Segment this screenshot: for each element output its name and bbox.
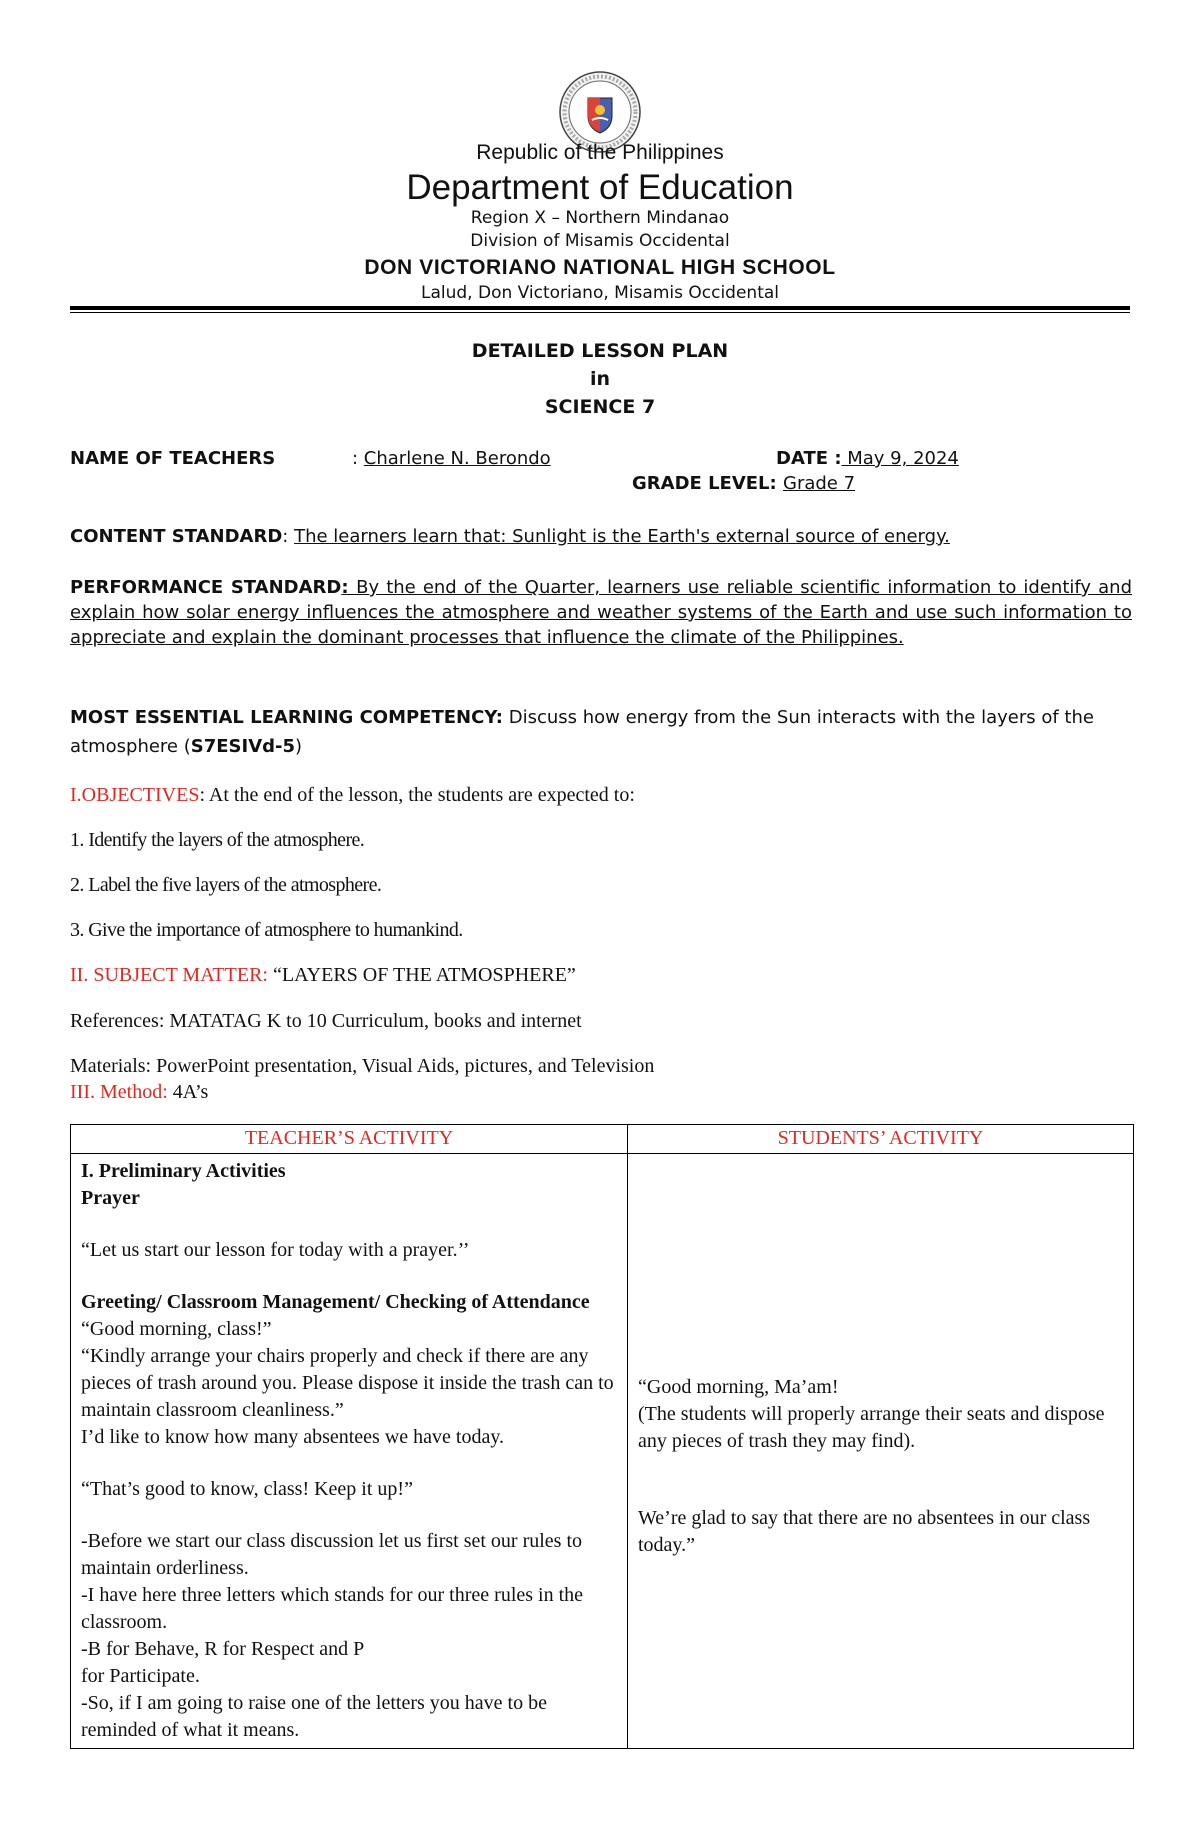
melc-code: S7ESIVd-5 <box>190 736 296 757</box>
rules-line: -I have here three letters which stands for our three rules in the classroom. <box>81 1584 584 1633</box>
teachers-value: Charlene N. Berondo <box>363 448 551 469</box>
objectives-colon: : <box>199 784 209 806</box>
rules-line: -Before we start our class discussion let us first set our rules to maintain orderliness. <box>81 1530 583 1579</box>
lesson-plan-subject: SCIENCE 7 <box>544 396 656 418</box>
date-label: DATE : <box>776 448 842 469</box>
content-standard <box>70 524 1132 549</box>
objectives-intro: At the end of the lesson, the students are expected to: <box>208 784 635 806</box>
subject-matter-label: II. SUBJECT MATTER: <box>70 964 268 986</box>
header-region: Region X – Northern Mindanao <box>470 208 730 228</box>
objective-item-3: 3. Give the importance of atmosphere to humankind. <box>70 919 463 941</box>
header-school: DON VICTORIANO NATIONAL HIGH SCHOOL <box>364 256 836 279</box>
lesson-plan-title-in: in <box>589 368 611 390</box>
grade-value: Grade 7 <box>783 473 856 494</box>
materials: Materials: PowerPoint presentation, Visual Aids, pictures, and Television <box>70 1055 655 1077</box>
objective-item-2: 2. Label the five layers of the atmosphere. <box>70 874 382 896</box>
prayer-line: “Let us start our lesson for today with a prayer.’’ <box>81 1239 470 1261</box>
melc-close: ) <box>295 736 303 757</box>
praise-line: “That’s good to know, class! Keep it up!” <box>81 1478 413 1500</box>
teachers-activity-cell <box>71 1154 628 1749</box>
objective-item-1: 1. Identify the layers of the atmosphere. <box>70 829 365 851</box>
objectives-heading <box>70 784 635 807</box>
header-address: Lalud, Don Victoriano, Misamis Occidental <box>421 283 779 303</box>
objectives-label: I.OBJECTIVES <box>70 784 200 806</box>
date-field <box>776 448 959 469</box>
melc <box>70 703 1132 761</box>
students-activity-cell <box>628 1154 1134 1749</box>
teachers-label: NAME OF TEACHERS <box>70 448 276 469</box>
teachers-field <box>352 448 551 469</box>
header-divider-thin <box>70 312 1130 313</box>
greeting-heading: Greeting/ Classroom Management/ Checking of Attendance <box>81 1291 590 1313</box>
grade-field <box>632 473 855 494</box>
content-standard-text: The learners learn that: Sunlight is the Earth's external source of energy. <box>294 526 950 547</box>
header-division: Division of Misamis Occidental <box>470 231 730 251</box>
method-label: III. Method: <box>70 1081 168 1103</box>
rules-line: -B for Behave, R for Respect and P <box>81 1638 365 1660</box>
table-header-row <box>71 1125 1134 1154</box>
rules-line: -So, if I am going to raise one of the letters you have to be reminded of what it means. <box>81 1692 547 1741</box>
header-divider-thick <box>70 306 1130 310</box>
students-activity-header: STUDENTS’ ACTIVITY <box>628 1125 1134 1154</box>
references: References: MATATAG K to 10 Curriculum, books and internet <box>70 1010 582 1032</box>
melc-label: MOST ESSENTIAL LEARNING COMPETENCY: <box>70 707 503 728</box>
method-value: 4A’s <box>167 1081 209 1103</box>
performance-standard-colon: : <box>341 577 357 598</box>
arrange-chairs-line: “Kindly arrange your chairs properly and check if there are any pieces of trash around you. Please dispose it inside the trash can to maintain classroom cleanliness.” <box>81 1345 614 1421</box>
subject-matter-value: “LAYERS OF THE ATMOSPHERE” <box>267 964 576 986</box>
absentees-question: I’d like to know how many absentees we have today. <box>81 1426 505 1448</box>
header-republic: Republic of the Philippines <box>476 141 724 164</box>
table-row <box>71 1154 1134 1749</box>
prayer-heading: Prayer <box>81 1187 140 1209</box>
method <box>70 1081 208 1104</box>
preliminary-activities-heading: I. Preliminary Activities <box>81 1160 286 1182</box>
student-absentees-reply: We’re glad to say that there are no absentees in our class today.” <box>638 1507 1091 1556</box>
student-arrange-seats: (The students will properly arrange their seats and dispose any pieces of trash they may find). <box>638 1403 1105 1452</box>
teachers-activity-header: TEACHER’S ACTIVITY <box>71 1125 628 1154</box>
student-greeting: “Good morning, Ma’am! <box>638 1376 839 1398</box>
rules-line: for Participate. <box>81 1665 200 1687</box>
performance-standard <box>70 575 1132 650</box>
performance-standard-label: PERFORMANCE STANDARD <box>70 577 342 598</box>
melc-text: Discuss how energy from the Sun interacts with the layers of the atmosphere ( <box>70 707 1094 757</box>
grade-label: GRADE LEVEL: <box>632 473 783 494</box>
activity-table <box>70 1124 1134 1749</box>
lesson-plan-title: DETAILED LESSON PLAN <box>471 340 729 362</box>
date-value: May 9, 2024 <box>841 448 959 469</box>
content-standard-colon: : <box>282 526 295 547</box>
performance-standard-text: By the end of the Quarter, learners use reliable scientific information to identify and explain how solar energy influences the atmosphere and weather systems of the Earth and use such information to appreciate and explain the dominant processes that influence the climate of the Philippines. <box>70 577 1133 648</box>
content-standard-label: CONTENT STANDARD <box>70 526 283 547</box>
header-department: Department of Education <box>406 168 794 207</box>
teachers-sep: : <box>352 448 364 469</box>
greeting-line: “Good morning, class!” <box>81 1318 272 1340</box>
subject-matter <box>70 964 576 987</box>
